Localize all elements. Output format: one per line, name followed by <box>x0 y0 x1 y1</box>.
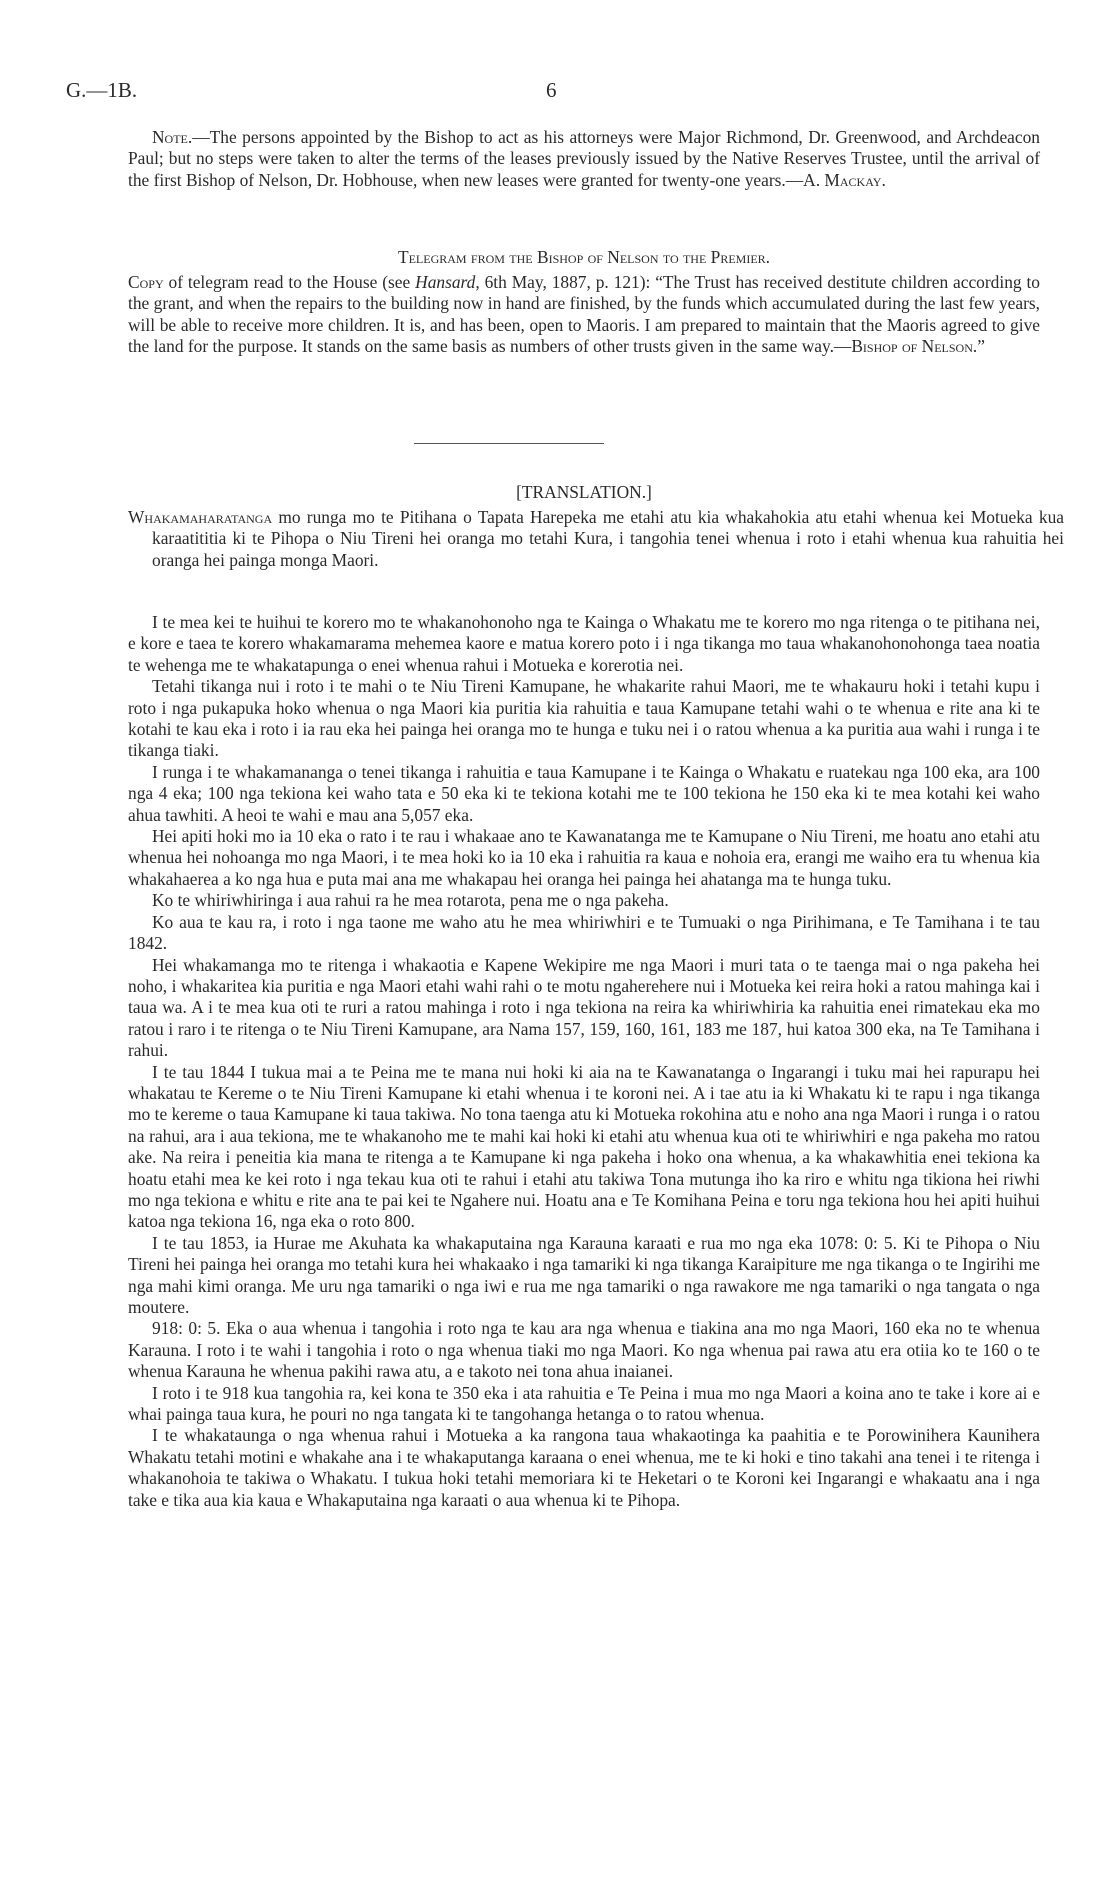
translation-paragraph: Ko aua te kau ra, i roto i nga taone me waho atu he mea whiriwhiri e te Tumuaki o nga Pirihimana, e Te Tamihana i te tau 1842. <box>128 911 1040 954</box>
page-header <box>66 78 1066 108</box>
translation-heading: [TRANSLATION.] <box>516 482 652 502</box>
page-number: 6 <box>546 78 557 102</box>
translation-paragraph: I te tau 1844 I tukua mai a te Peina me te mana nui hoki ki aia na te Kawanatanga o Ingarangi i tuku mai hei rapurapu hei whakatau te Kereme o te Niu Tireni Kamupane ki etahi whenua i te koroni nei. A i tae atu ia ki Whakatu ki te rapu i nga tikanga mo te kereme o taua Kamupane ki taua takiwa. No tona taenga atu ki Motueka rokohina atu e noho ana nga Maori i runga i o ratou na rahui, ara i aua tekiona, me te whakanoho me te mahi kai hoki ki etahi atu whenua kua oti te whiriwhiri e nga pakeha mo ratou ake. Na reira i peneitia kia mana te ritenga a te Kamupane ki nga pakeha i hoko ona whenua, a ka whakawhitia enei tekiona ka hoatu etahi mea ke kei roto i nga tekau kua oti te rahui i etahi atu takiwa Tona mutunga iho ka riro e whitu nga tikiona hei riwhi mo nga tekiona e whitu e rite ana te pai kei te Ngahere nui. Hoatu ana e Te Komihana Peina e toru nga tekiona hou hei apiti huihui katoa nga tekiona 16, nga eka o roto 800. <box>128 1061 1040 1232</box>
translation-paragraph: I runga i te whakamananga o tenei tikanga i rahuitia e taua Kamupane i te Kainga o Whakatu e ruatekau nga 100 eka, ara 100 nga 4 eka; 100 nga tekiona kei waho tata e 50 eka ki te tekiona kotahi me te 100 tekiona he 150 eka ki te mea kotahi kei waho ahua tawhiti. A heoi te wahi e mau ana 5,057 eka. <box>128 761 1040 825</box>
translation-paragraph: 918: 0: 5. Eka o aua whenua i tangohia i roto nga te kau ara nga whenua e tiakina ana mo nga Maori, 160 eka no te whenua Karauna. I roto i te wahi i tangohia i roto o nga whenua tiaki mo nga Maori. Ko nga whenua pai rawa atu era otiia ko te 160 o te whenua Karauna he whenua pakihi rawa atu, a e takoto nei tona ahua inaianei. <box>128 1318 1040 1382</box>
translation-intro-text: mo runga mo te Pitihana o Tapata Harepeka me etahi atu kia whakahokia atu etahi whenua kei Motueka kua karaatititia ki te Pihopa o Niu Tireni hei oranga mo tetahi Kura, i tangohia tenei whenua i roto i etahi whenua kua rahuitia hei oranga hei painga monga Maori. <box>152 507 1064 570</box>
telegram-source: Hansard, <box>415 272 480 292</box>
translation-paragraph: I te whakataunga o nga whenua rahui i Motueka a ka rangona taua whakaotinga ka paahitia e te Porowinihera Kaunihera Whakatu tetahi motini e whakahe ana i te whakaputanga karaana o enei whenua, me te ki hoki e tino takahi ana tenei i te ritenga i whakanohoia te takiwa o Whakatu. I tukua hoki tetahi memoriara ki te Heketari o te Koroni kei Ingarangi e whakaatu ana i nga take e tika aua kia kaua e Whakaputaina nga karaati o aua whenua ki te Pihopa. <box>128 1425 1040 1510</box>
note-label: Note. <box>152 127 193 147</box>
document-reference: G.—1B. <box>66 78 138 102</box>
translation-intro-lead: Whakamaharatanga <box>128 507 273 527</box>
section-divider <box>414 443 604 444</box>
translation-paragraph: Hei whakamanga mo te ritenga i whakaotia e Kapene Wekipire me nga Maori i muri tata o te taenga mai o nga pakeha hei noho, i whakaritea kia puritia e nga Maori etahi wahi rahi o te motu ngaherehere nui i Motueka kei reira hoki a ratou mahinga kai i taua wa. A i te mea kua oti te ruri a ratou mahinga i roto i nga tekiona na reira ka whiriwhiria ka rahuitia enei rimatekau eka mo ratou i raro i te ritenga o te Niu Tireni Kamupane, ara Nama 157, 159, 160, 161, 183 me 187, hui katoa 300 eka, na Te Tamihana i rahui. <box>128 954 1040 1061</box>
telegram-signature: Bishop of Nelson.” <box>851 336 985 357</box>
note-paragraph <box>128 127 1040 191</box>
telegram-paragraph <box>128 272 1040 358</box>
note-text: —The persons appointed by the Bishop to act as his attorneys were Major Richmond, Dr. Greenwood, and Archdeacon Paul; but no steps were taken to alter the terms of the leases previously issued by the Native Reserves Trustee, until the arrival of the first Bishop of Nelson, Dr. Hobhouse, when new leases were granted for twenty-one years.— <box>128 127 1040 190</box>
translation-intro <box>128 507 1064 571</box>
translation-body <box>128 612 1040 1511</box>
translation-paragraph: Ko te whiriwhiringa i aua rahui ra he mea rotarota, pena me o nga pakeha. <box>152 890 669 911</box>
translation-paragraph: Tetahi tikanga nui i roto i te mahi o te Niu Tireni Kamupane, he whakarite rahui Maori, me te whakauru hoki i tetahi kupu i roto i nga pukapuka hoko whenua o nga Maori kia puritia kia rahuitia e taua Kamupane tetahi wahi o te whenua e rite ana ki te kotahi te kau eka i roto i ia rau eka hei painga hei oranga mo te hunga e tuku nei i o ratou whenua a ka puritia aua wahi i runga i te tikanga tiaki. <box>128 676 1040 761</box>
note-signature: A. Mackay. <box>803 169 886 190</box>
translation-paragraph: I roto i te 918 kua tangohia ra, kei kona te 350 eka i ata rahuitia e Te Peina i mua mo nga Maori a koina ano te take i kore ai e whai painga taua kura, he pouri no nga tangata ki te tangohanga hetanga o to ratou whenua. <box>128 1382 1040 1425</box>
translation-paragraph: Hei apiti hoki mo ia 10 eka o rato i te rau i whakaae ano te Kawanatanga me te Kamupane o Niu Tireni, me hoatu ano etahi atu whenua hei nohoanga mo nga Maori, i te mea hoki ko ia 10 eka i rahuitia ra kaua e nohoia era, erangi me waiho era tu whenua kia whakahaerea a ko nga hua e puta mai ana me whakapau hei oranga hei painga hei ahatanga ma te hunga tuku. <box>128 826 1040 889</box>
telegram-heading: Telegram from the Bishop of Nelson to the Premier. <box>397 247 771 267</box>
telegram-text-after: 6th May, 1887, p. 121): “The Trust has received destitute children according to the grant, and when the repairs to the building now in hand are finished, by the funds which accumulated during the last few years, will be able to receive more children. It is, and has been, open to Maoris. I am prepared to maintain that the Maoris agreed to give the land for the purpose. It stands on the same basis as numbers of other trusts given in the same way.— <box>128 272 1040 357</box>
translation-paragraph: I te tau 1853, ia Hurae me Akuhata ka whakaputaina nga Karauna karaati e rua mo nga eka 1078: 0: 5. Ki te Pihopa o Niu Tireni hei painga hei oranga mo tetahi kura hei whakaako i nga tamariki ki nga tikanga Karaipiture me nga tikanga o te Ingirihi me nga mahi kimi oranga. Me uru nga tamariki o nga iwi e rua me nga tamariki o nga rawakore me nga tamariki o nga tangata o nga moutere. <box>128 1232 1040 1317</box>
telegram-copy-label: Copy <box>128 272 164 292</box>
telegram-text-before: of telegram read to the House (see <box>168 272 411 292</box>
translation-paragraph: I te mea kei te huihui te korero mo te whakanohonoho nga te Kainga o Whakatu me te korero mo nga ritenga o te pitihana nei, e kore e taea te korero whakamarama mehemea kaore e matua korero poto i i nga tikanga mo taua whakanohonohonga taea noatia te wehenga me te whakatapunga o enei whenua rahui i Motueka e korerotia nei. <box>128 612 1040 675</box>
